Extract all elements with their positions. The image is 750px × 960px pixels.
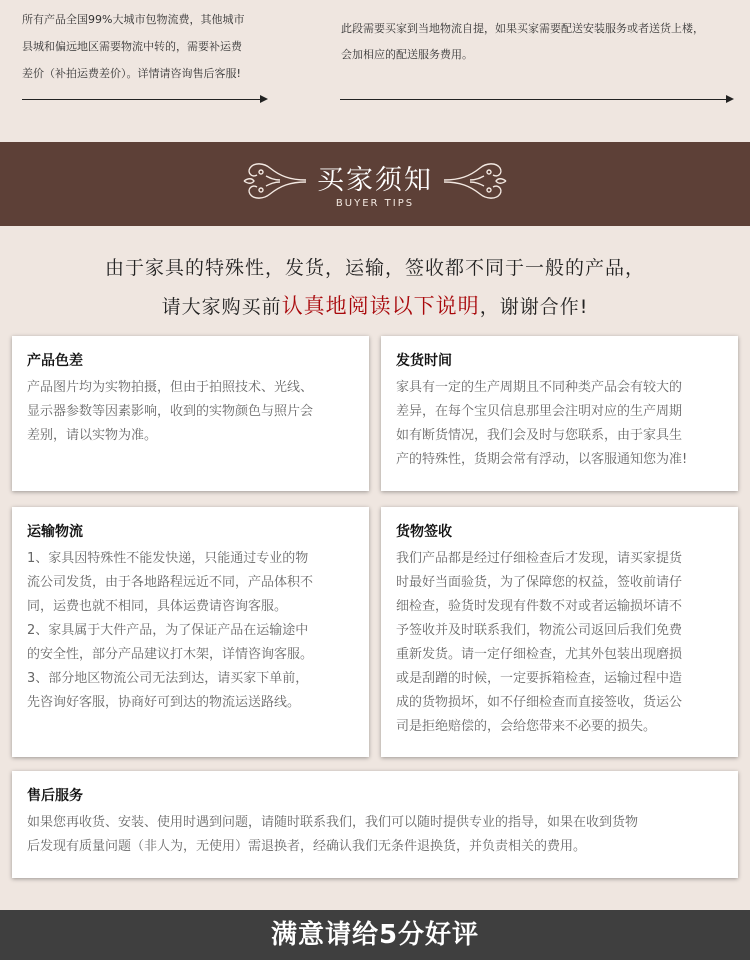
card-line: 差别，请以实物为准。 [27, 428, 158, 443]
banner-title: 买家须知 [317, 165, 433, 196]
card-line: 重新发货。请一定仔细检查，尤其外包装出现磨损 [396, 647, 683, 662]
arrow-right-icon [22, 99, 266, 100]
intro-highlight: 认真地阅读以下说明 [281, 294, 480, 318]
card-line: 流公司发货，由于各地路程远近不同，产品体积不 [27, 575, 314, 590]
rating-footer [0, 910, 750, 960]
card-line: 细检查，验货时发现有件数不对或者运输损坏请不 [396, 599, 683, 614]
card-line: 差异，在每个宝贝信息那里会注明对应的生产周期 [396, 404, 683, 419]
card-receipt [381, 507, 738, 757]
card-line: 成的货物损坏，如不仔细检查而直接签收，货运公 [396, 695, 683, 710]
card-line: 我们产品都是经过仔细检查后才发现，请买家提货 [396, 551, 683, 566]
card-body [27, 811, 728, 859]
card-body [396, 547, 726, 739]
card-line: 或是刮蹭的时候，一定要拆箱检查，运输过程中造 [396, 671, 683, 686]
arrow-right-icon [340, 99, 732, 100]
intro-line-1: 由于家具的特殊性，发货，运输，签收都不同于一般的产品， [104, 257, 645, 279]
card-line: 产的特殊性，货期会常有浮动，以客服通知您为准! [396, 452, 688, 467]
card-title: 产品色差 [27, 353, 83, 369]
card-shipping-time [381, 336, 738, 491]
shipping-notice [0, 0, 750, 142]
notice-right-line: 此段需要买家到当地物流自提，如果买家需要配送安装服务或者送货上楼， [341, 22, 704, 35]
card-body [27, 376, 357, 448]
notice-left [22, 6, 278, 87]
card-line: 先咨询好客服，协商好可到达的物流运送路线。 [27, 695, 301, 710]
card-title: 运输物流 [27, 524, 83, 540]
card-line: 时最好当面验货，为了保障您的权益，签收前请仔 [396, 575, 683, 590]
card-line: 1、家具因特殊性不能发快递，只能通过专业的物 [27, 551, 309, 566]
intro-line-2-after: ，谢谢合作! [479, 296, 589, 318]
card-line: 司是拒绝赔偿的，会给您带来不必要的损失。 [396, 719, 657, 734]
intro-line-2-before: 请大家购买前 [161, 296, 282, 318]
card-line: 家具有一定的生产周期且不同种类产品会有较大的 [396, 380, 683, 395]
intro-text [0, 250, 750, 325]
notice-left-line: 县城和偏远地区需要物流中转的，需要补运费 [22, 40, 242, 53]
card-title: 发货时间 [396, 353, 452, 369]
card-logistics [12, 507, 369, 757]
card-body [396, 376, 726, 472]
card-product-color [12, 336, 369, 491]
intro-line-2 [0, 288, 750, 325]
notice-right-line: 会加相应的配送服务费用。 [341, 48, 473, 61]
card-line: 予签收并及时联系我们，物流公司返回后我们免费 [396, 623, 683, 638]
banner-subtitle: BUYER TIPS [335, 198, 415, 209]
card-body [27, 547, 357, 715]
card-line: 如有断货情况，我们会及时与您联系，由于家具生 [396, 428, 683, 443]
card-line: 显示器参数等因素影响，收到的实物颜色与照片会 [27, 404, 314, 419]
notice-right [341, 16, 741, 68]
card-line: 2、家具属于大件产品，为了保证产品在运输途中 [27, 623, 309, 638]
flourish-right-icon [442, 156, 510, 204]
card-line: 的安全性，部分产品建议打木架，详情咨询客服。 [27, 647, 314, 662]
card-title: 货物签收 [396, 524, 452, 540]
card-line: 同，运费也就不相同，具体运费请咨询客服。 [27, 599, 288, 614]
card-line: 产品图片均为实物拍摄，但由于拍照技术、光线、 [27, 380, 314, 395]
card-line: 3、部分地区物流公司无法到达，请买家下单前， [27, 671, 309, 686]
card-after-sales [12, 771, 738, 878]
card-line: 后发现有质量问题（非人为，无使用）需退换者，经确认我们无条件退换货，并负责相关的费用。 [27, 839, 587, 854]
notice-left-line: 所有产品全国99%大城市包物流费，其他城市 [22, 13, 245, 26]
notice-left-line: 差价（补拍运费差价）。详情请咨询售后客服! [22, 67, 241, 80]
footer-text: 满意请给5分好评 [270, 920, 480, 950]
card-line: 如果您再收货、安装、使用时遇到问题，请随时联系我们，我们可以随时提供专业的指导，如果在收到货物 [27, 815, 639, 830]
card-title: 售后服务 [27, 788, 83, 804]
buyer-tips-banner [0, 142, 750, 226]
